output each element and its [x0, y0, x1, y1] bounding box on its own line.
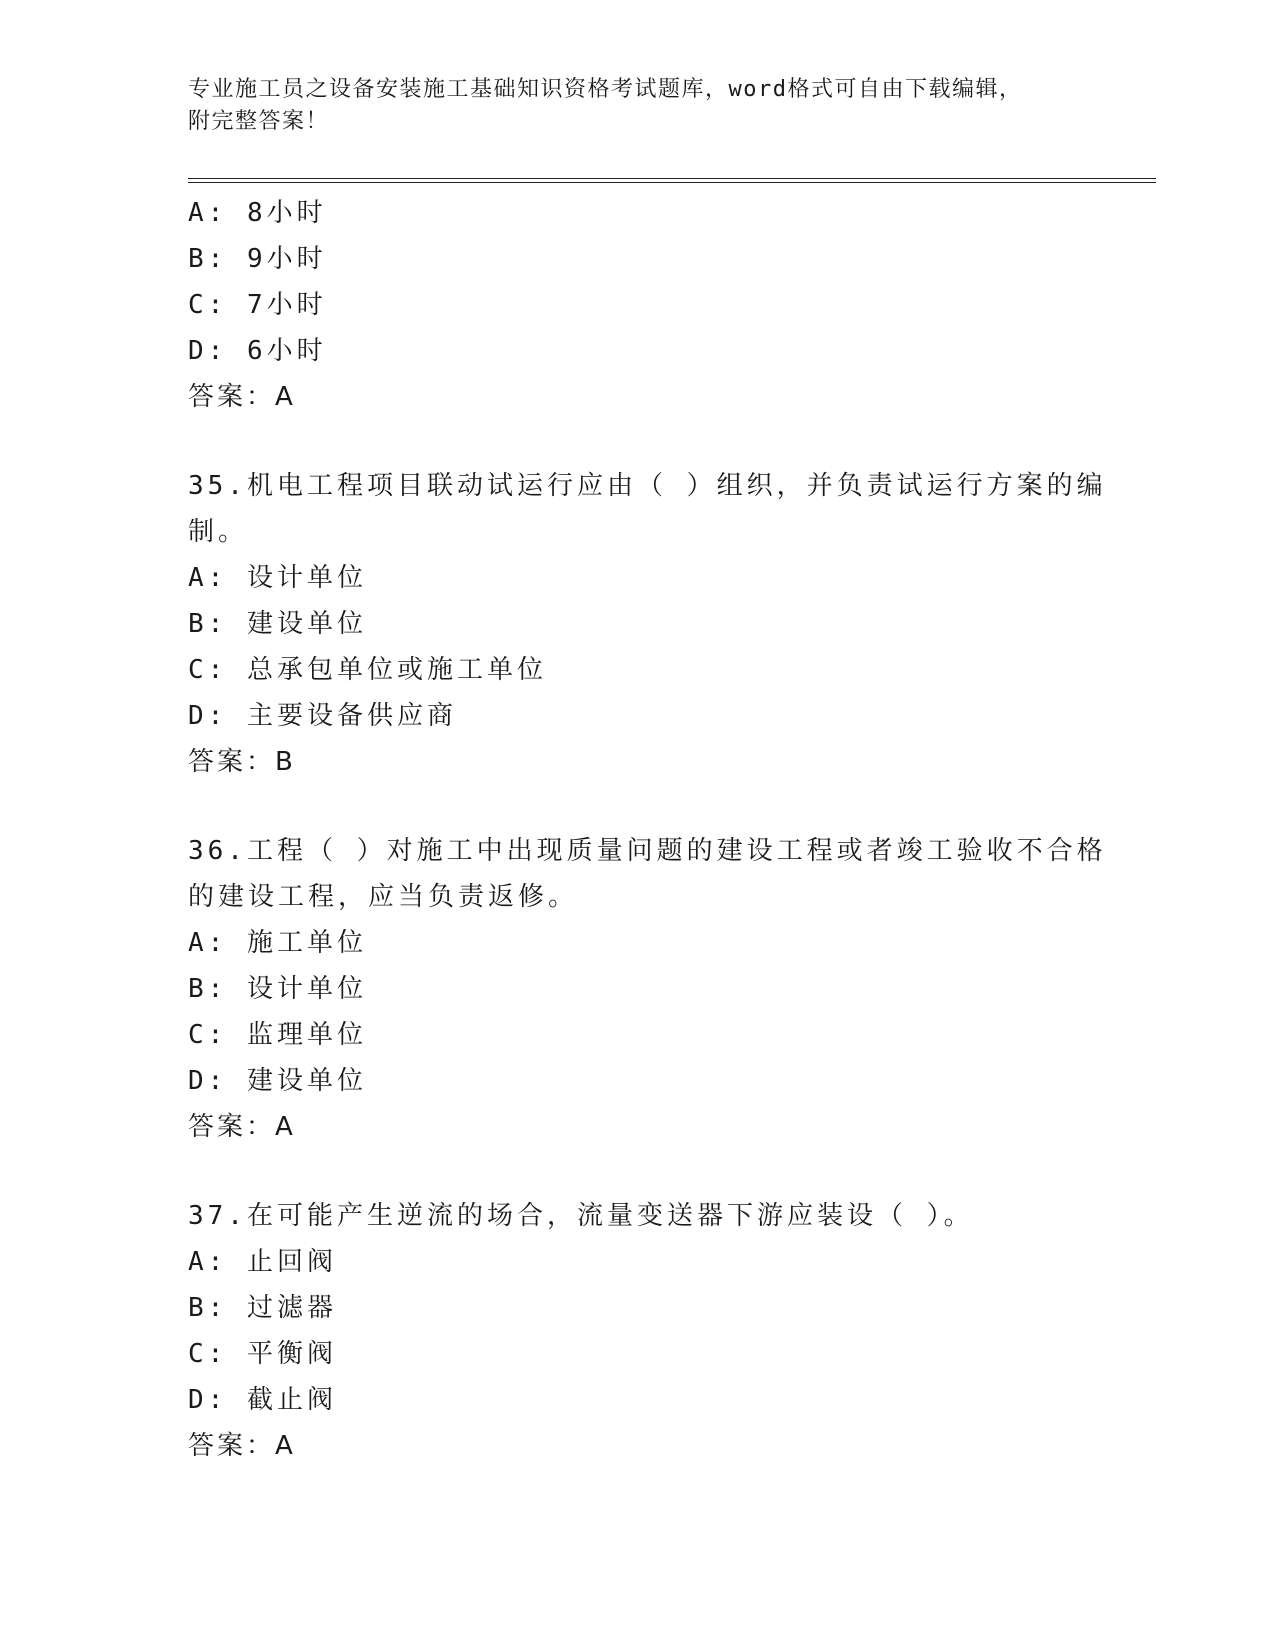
question-34	[188, 190, 1088, 420]
header-divider-bottom	[188, 182, 1156, 183]
question-text-line-2: 的建设工程，应当负责返修。	[188, 882, 579, 912]
option-a: A: 8小时	[188, 198, 327, 228]
question-text-line-1: 37.在可能产生逆流的场合，流量变送器下游应装设（ ）。	[188, 1201, 974, 1231]
question-text-line-1: 35.机电工程项目联动试运行应由（ ）组织，并负责试运行方案的编	[188, 471, 1107, 501]
header-divider-top	[188, 178, 1156, 179]
answer: 答案：A	[188, 1431, 296, 1461]
option-c: C: 7小时	[188, 290, 327, 320]
question-36	[188, 828, 1107, 1150]
option-b: B: 设计单位	[188, 974, 367, 1004]
question-list	[188, 190, 1107, 1469]
question-text-line-1: 36.工程（ ）对施工中出现质量问题的建设工程或者竣工验收不合格	[188, 836, 1107, 866]
answer: 答案：A	[188, 382, 296, 412]
option-c: C: 平衡阀	[188, 1339, 337, 1369]
question-37	[188, 1193, 1088, 1469]
answer: 答案：A	[188, 1112, 296, 1142]
option-d: D: 截止阀	[188, 1385, 337, 1415]
option-a: A: 施工单位	[188, 928, 367, 958]
option-c: C: 总承包单位或施工单位	[188, 655, 547, 685]
option-a: A: 止回阀	[188, 1247, 337, 1277]
question-text-line-2: 制。	[188, 517, 249, 547]
header-line-2: 附完整答案！	[188, 109, 330, 134]
header-line-1: 专业施工员之设备安装施工基础知识资格考试题库，word格式可自由下载编辑，	[188, 77, 1023, 102]
option-d: D: 主要设备供应商	[188, 701, 457, 731]
question-35	[188, 463, 1107, 785]
option-d: D: 6小时	[188, 336, 327, 366]
spacer	[188, 1150, 1088, 1193]
option-d: D: 建设单位	[188, 1066, 367, 1096]
option-b: B: 9小时	[188, 244, 327, 274]
option-c: C: 监理单位	[188, 1020, 367, 1050]
option-b: B: 建设单位	[188, 609, 367, 639]
spacer	[188, 420, 1088, 463]
spacer	[188, 785, 1088, 828]
option-b: B: 过滤器	[188, 1293, 337, 1323]
document-header	[188, 74, 1068, 138]
answer: 答案：B	[188, 747, 296, 777]
option-a: A: 设计单位	[188, 563, 367, 593]
